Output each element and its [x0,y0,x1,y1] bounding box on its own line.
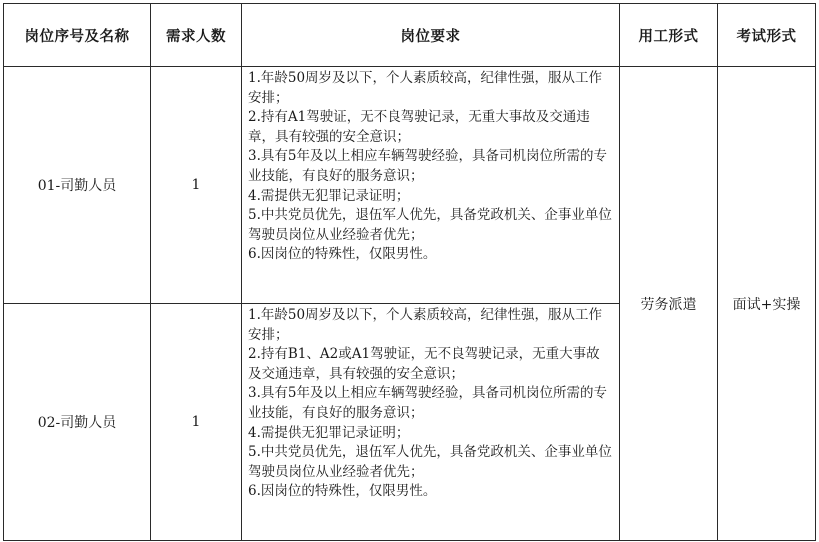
position-name: 02-司勤人员 [4,304,151,541]
requirement-item: 6.因岗位的特殊性，仅限男性。 [248,483,437,500]
requirement-item: 5.中共党员优先，退伍军人优先，具备党政机关、企事业单位驾驶员岗位从业经验者优先； [248,207,612,243]
requirement-item: 4.需提供无犯罪记录证明； [248,424,410,441]
requirement-item: 4.需提供无犯罪记录证明； [248,187,410,204]
header-employment-type: 用工形式 [620,4,718,67]
headcount: 1 [151,304,242,541]
job-requirements-table [3,3,816,541]
employment-type: 劳务派遣 [620,67,718,541]
header-position: 岗位序号及名称 [4,4,151,67]
requirement-item: 1.年龄50周岁及以下，个人素质较高，纪律性强，服从工作安排； [248,307,603,343]
header-count: 需求人数 [151,4,242,67]
header-exam-type: 考试形式 [718,4,816,67]
exam-type: 面试+实操 [718,67,816,541]
requirement-item: 3.具有5年及以上相应车辆驾驶经验，具备司机岗位所需的专业技能，有良好的服务意识； [248,148,607,184]
requirement-item: 1.年龄50周岁及以下，个人素质较高，纪律性强，服从工作安排； [248,70,603,106]
header-requirements: 岗位要求 [242,4,620,67]
requirement-item: 5.中共党员优先，退伍军人优先，具备党政机关、企事业单位驾驶员岗位从业经验者优先； [248,444,612,480]
table-header-row [4,4,816,67]
requirements-cell [242,67,620,304]
requirement-item: 3.具有5年及以上相应车辆驾驶经验，具备司机岗位所需的专业技能，有良好的服务意识； [248,385,607,421]
requirement-item: 2.持有A1驾驶证，无不良驾驶记录，无重大事故及交通违章，具有较强的安全意识； [248,109,590,145]
position-name: 01-司勤人员 [4,67,151,304]
requirement-item: 6.因岗位的特殊性，仅限男性。 [248,246,437,263]
requirement-item: 2.持有B1、A2或A1驾驶证，无不良驾驶记录，无重大事故及交通违章，具有较强的安全意识； [248,346,600,382]
table-row [4,67,816,304]
headcount: 1 [151,67,242,304]
requirements-cell [242,304,620,541]
